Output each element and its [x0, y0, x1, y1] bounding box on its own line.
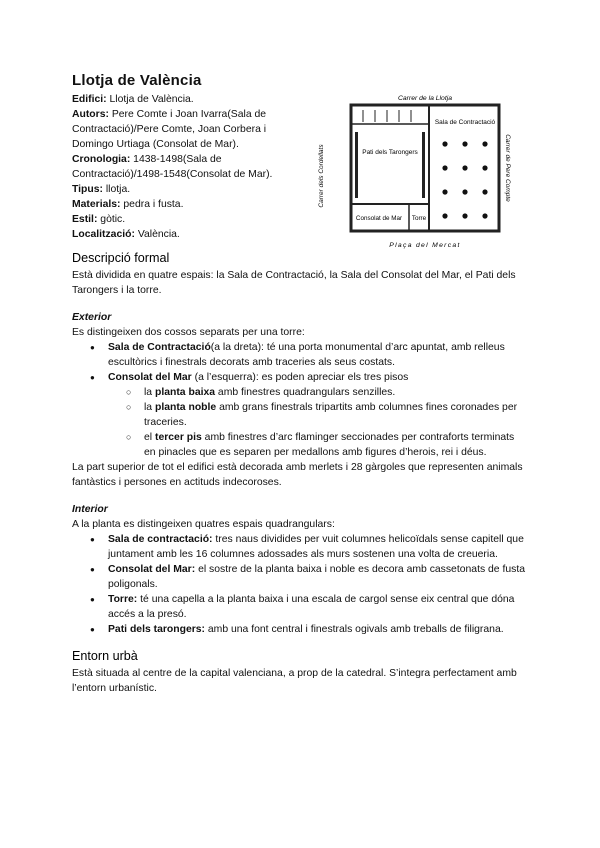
- list-item: ● Sala de contractació: tres naus dividides per vuit columnes helicoïdals sense capitell que juntament amb les 16 columnes adossades als murs sostenen una volta de creueria.: [108, 532, 528, 562]
- meta-row: Autors: Pere Comte i Joan Ivarra(Sala de Contractació)/Pere Comte, Joan Corbera i Domingo Urtiaga (Consolat de Mar).: [72, 109, 267, 150]
- list-item: ● Torre: té una capella a la planta baixa i una escala de cargol sense eix central que dóna accés a la presó.: [108, 592, 528, 622]
- list-item: ○ la planta noble amb grans finestrals tripartits amb columnes fines coronades per traceries.: [144, 400, 528, 430]
- plan-label-left-street: Carrer dels Cordellats: [318, 144, 325, 208]
- plan-label-right-street: Carrer de Pere Compte: [504, 134, 511, 202]
- plan-label-consolat: Consolat de Mar: [355, 215, 403, 222]
- section-heading-formal: Descripció formal: [72, 251, 170, 265]
- plan-columns: [442, 141, 487, 218]
- formal-intro: Està dividida en quatre espais: la Sala de Contractació, la Sala del Consolat del Mar, el Pati dels Tarongers i la torre.: [72, 270, 516, 296]
- meta-row: Cronologia: 1438-1498(Sala de Contractació)/1498-1548(Consolat de Mar).: [72, 154, 273, 180]
- list-item: ● Consolat del Mar (a l’esquerra): es poden apreciar els tres pisos ○ la planta baixa amb finestres quadrangulars senzilles. ○ la planta noble amb grans finestrals tripartits amb columnes fines coronades per traceries. ○ el tercer pis amb finestres d’arc flaminger seccionades per contraforts terminats en pinacles que es separen per medallons amb figures d’herois, rei i déus.: [108, 370, 528, 460]
- meta-row: Estil: gòtic.: [72, 214, 126, 225]
- subheading-exterior: Exterior: [72, 312, 112, 323]
- meta-row: Edifici: Llotja de València.: [72, 94, 194, 105]
- plan-label-torre: Torre: [411, 215, 427, 222]
- section-heading-urba: Entorn urbà: [72, 649, 138, 663]
- meta-row: Tipus: llotja.: [72, 184, 131, 195]
- floors-list: [108, 385, 528, 460]
- meta-row: Localització: València.: [72, 229, 180, 240]
- exterior-intro: Es distingeixen dos cossos separats per una torre:: [72, 327, 305, 338]
- interior-list: [72, 532, 528, 637]
- plan-label-sala: Sala de Contractació: [434, 119, 496, 126]
- list-item: ● Pati dels tarongers: amb una font central i finestrals ogivals amb treballs de filigrana.: [108, 622, 528, 637]
- plan-label-top-street: Carrer de la Llotja: [397, 95, 453, 102]
- list-item: ○ el tercer pis amb finestres d’arc flaminger seccionades per contraforts terminats en pinacles que es separen per medallons amb figures d’herois, rei i déus.: [144, 430, 528, 460]
- plan-label-bottom-square: Plaça del Mercat: [389, 242, 461, 249]
- urba-text: Està situada al centre de la capital valenciana, a prop de la catedral. S’integra perfectament amb l’entorn urbanístic.: [72, 668, 517, 694]
- document-page: [72, 72, 528, 696]
- subheading-interior: Interior: [72, 504, 108, 515]
- list-item: ● Sala de Contractació(a la dreta): té una porta monumental d’arc apuntat, amb relleus escultòrics i finestrals decorats amb traceries als seus costats.: [108, 340, 528, 370]
- metadata-block: [72, 92, 308, 242]
- plan-label-pati: Pati dels Tarongers: [362, 149, 418, 156]
- list-item: ○ la planta baixa amb finestres quadrangulars senzilles.: [144, 385, 528, 400]
- exterior-outro: La part superior de tot el edifici està decorada amb merlets i 28 gàrgoles que representen animals fantàstics i persones en actituds indecoroses.: [72, 462, 523, 488]
- page-title: Llotja de València: [72, 72, 202, 89]
- exterior-list: [72, 340, 528, 460]
- interior-intro: A la planta es distingeixen quatres espais quadrangulars:: [72, 519, 335, 530]
- list-item: ● Consolat del Mar: el sostre de la planta baixa i noble es decora amb cassetonats de fusta poligonals.: [108, 562, 528, 592]
- meta-row: Materials: pedra i fusta.: [72, 199, 184, 210]
- floor-plan: [318, 92, 511, 254]
